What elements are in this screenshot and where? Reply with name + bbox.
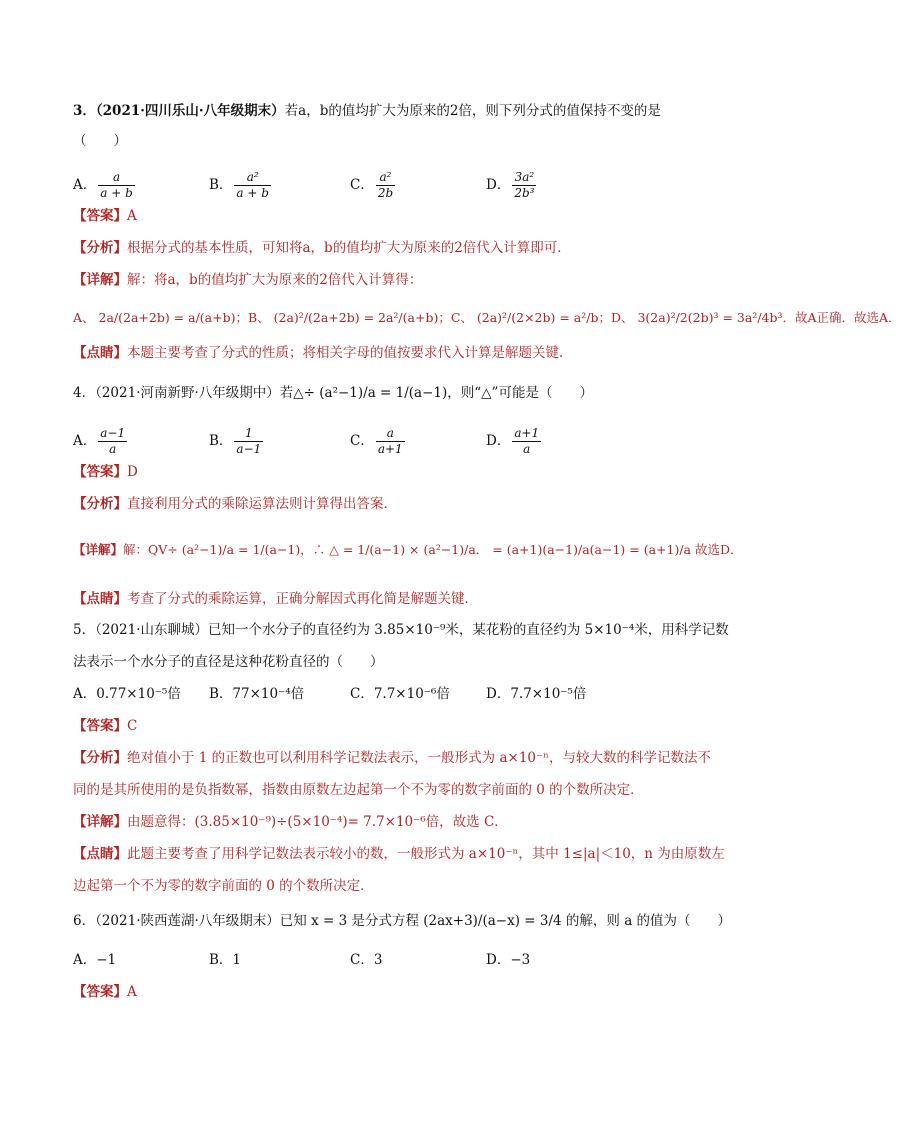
q5-analysis-text1: 绝对值小于 1 的正数也可以利用科学记数法表示，一般形式为 a×10⁻ⁿ，与较大数的科学记数法不 [127, 750, 711, 766]
q4-option-d-frac [512, 426, 541, 457]
q5-comment-line2: 边起第一个不为零的数字前面的 0 的个数所决定． [73, 878, 374, 894]
q4-answer-tag: 【答案】 [73, 464, 127, 480]
q4-option-b-label: B． [209, 433, 233, 449]
q5-comment-tag: 【点睛】 [73, 846, 127, 862]
q3-option-a-num: a [112, 170, 121, 184]
q3-option-a [73, 170, 137, 201]
q3-source: （2021·四川乐山·八年级期末） [95, 103, 285, 119]
q4-option-b-frac [234, 426, 263, 457]
q3-number: 3． [73, 103, 96, 119]
q4-comment-tag: 【点睛】 [73, 591, 127, 607]
q4-analysis-tag: 【分析】 [73, 496, 127, 512]
q4-option-a-den: a [98, 441, 127, 457]
q3-detail-text: 解：将a，b的值均扩大为原来的2倍代入计算得： [127, 272, 423, 288]
q5-comment-text1: 此题主要考查了用科学记数法表示较小的数，一般形式为 a×10⁻ⁿ，其中 1≤|a|＜10，n 为由原数左 [127, 846, 725, 862]
q4-option-a-num: a−1 [100, 426, 126, 440]
q4-answer [73, 462, 138, 482]
q5-stem-line1: 5．（2021·山东聊城）已知一个水分子的直径约为 3.85×10⁻⁹米，某花粉的直径约为 5×10⁻⁴米，用科学记数 [73, 622, 729, 638]
q4-option-c-num: a [386, 426, 394, 440]
q4-option-c [350, 426, 407, 457]
q6-answer-tag: 【答案】 [73, 984, 127, 1000]
q5-detail-tag: 【详解】 [73, 814, 127, 830]
q3-detail-tag: 【详解】 [73, 272, 127, 288]
q3-option-c [350, 170, 397, 201]
q4-option-d-num: a+1 [514, 426, 540, 440]
q5-option-b: B．77×10⁻⁴倍 [209, 686, 305, 702]
q3-option-c-den: 2b [377, 186, 394, 200]
q5-option-c: C．7.7×10⁻⁶倍 [350, 686, 450, 702]
q5-analysis-tag: 【分析】 [73, 750, 127, 766]
q6-stem: 6．（2021·陕西莲湖·八年级期末）已知 x = 3 是分式方程 (2ax+3)/(a−x) = 3/4 的解，则 a 的值为（ ） [73, 913, 732, 929]
q3-detail [73, 270, 422, 290]
q3-option-a-frac [98, 170, 135, 201]
q5-comment-line1 [73, 844, 725, 864]
q5-detail [73, 812, 508, 832]
q5-stem-line2: 法表示一个水分子的直径是这种花粉直径的（ ） [73, 654, 384, 670]
q3-option-b-label: B． [209, 177, 233, 193]
q3-option-a-den: a + b [100, 186, 133, 200]
q5-detail-text: 由题意得：(3.85×10⁻⁹)÷(5×10⁻⁴)= 7.7×10⁻⁶倍，故选 C． [127, 814, 508, 830]
q4-option-a [73, 426, 129, 457]
q4-option-a-frac [98, 426, 127, 457]
q3-comment-tag: 【点睛】 [73, 345, 127, 361]
q4-option-c-frac [376, 426, 405, 457]
q3-option-d [486, 170, 538, 201]
q3-analysis-text: 根据分式的基本性质，可知将a，b的值均扩大为原来的2倍代入计算即可． [127, 240, 571, 256]
q5-analysis-line1 [73, 748, 711, 768]
q3-answer [73, 206, 137, 226]
q6-answer-value: A [127, 984, 137, 1000]
q5-answer [73, 716, 137, 736]
q6-option-c: C．3 [350, 952, 383, 968]
q3-answer-value: A [127, 208, 137, 224]
q3-work: A、 2a/(2a+2b) = a/(a+b)；B、 (2a)²/(2a+2b) = 2a²/(a+b)；C、 (2a)²/(2×2b) = a²/b；D、 3(2a)²/2(2b)³ = 3a²/4b³．故A正确．故选A． [73, 310, 901, 325]
q4-option-d [486, 426, 543, 457]
q5-option-d: D．7.7×10⁻⁵倍 [486, 686, 587, 702]
q3-comment-text: 本题主要考查了分式的性质；将相关字母的值按要求代入计算是解题关键． [127, 345, 573, 361]
q4-option-a-label: A． [73, 433, 97, 449]
q6-option-d: D．−3 [486, 952, 531, 968]
q3-answer-tag: 【答案】 [73, 208, 127, 224]
q4-analysis-text: 直接利用分式的乘除运算法则计算得出答案． [127, 496, 397, 512]
q4-stem: 4．（2021·河南新野·八年级期中）若△÷ (a²−1)/a = 1/(a−1)，则“△”可能是（ ） [73, 385, 593, 401]
q4-detail-tag: 【详解】 [73, 542, 124, 557]
q3-stem [73, 101, 661, 121]
q6-options [73, 950, 673, 970]
q3-analysis-tag: 【分析】 [73, 240, 127, 256]
q4-comment-text: 考查了分式的乘除运算，正确分解因式再化简是解题关键． [127, 591, 478, 607]
q4-options [73, 420, 673, 460]
q5-options [73, 684, 673, 704]
q3-stem-text: 若a，b的值均扩大为原来的2倍，则下列分式的值保持不变的是 [284, 103, 661, 119]
q3-options [73, 162, 673, 202]
q4-option-d-label: D． [486, 433, 511, 449]
q3-option-a-label: A． [73, 177, 97, 193]
q3-comment [73, 343, 573, 363]
q6-option-a: A．−1 [73, 952, 117, 968]
q4-comment [73, 589, 478, 609]
q3-option-d-frac [512, 170, 536, 201]
q3-option-d-label: D． [486, 177, 511, 193]
q5-option-a: A．0.77×10⁻⁵倍 [73, 686, 181, 702]
q3-option-b-num: a² [246, 170, 259, 184]
q3-option-c-frac [376, 170, 395, 201]
q5-answer-tag: 【答案】 [73, 718, 127, 734]
q3-option-b [209, 170, 273, 201]
q4-option-c-label: C． [350, 433, 374, 449]
q4-option-b [209, 426, 265, 457]
q3-option-d-den: 2b³ [514, 186, 535, 200]
q3-option-c-num: a² [379, 170, 392, 184]
q4-option-b-num: 1 [245, 426, 253, 440]
q6-option-b: B．1 [209, 952, 242, 968]
q4-analysis [73, 494, 397, 514]
q4-option-b-den: a−1 [236, 442, 262, 456]
q3-analysis [73, 238, 571, 258]
q4-answer-value: D [127, 464, 138, 480]
q3-option-c-label: C． [350, 177, 374, 193]
q5-answer-value: C [127, 718, 138, 734]
q4-detail-text: 解：QV÷ (a²−1)/a = 1/(a−1)，∴ △ = 1/(a−1) × (a²−1)/a． = (a+1)(a−1)/a(a−1) = (a+1)/a 故选D． [123, 542, 743, 557]
q4-detail [73, 540, 743, 560]
q3-option-b-frac [234, 170, 271, 201]
q4-option-c-den: a+1 [377, 442, 403, 456]
q3-paren: （ ） [73, 133, 127, 149]
q3-option-b-den: a + b [236, 186, 269, 200]
q6-answer [73, 982, 137, 1002]
q4-option-d-den: a [512, 441, 541, 457]
q3-option-d-num: 3a² [514, 170, 535, 184]
q5-analysis-line2: 同的是其所使用的是负指数幂，指数由原数左边起第一个不为零的数字前面的 0 的个数所决定． [73, 782, 644, 798]
